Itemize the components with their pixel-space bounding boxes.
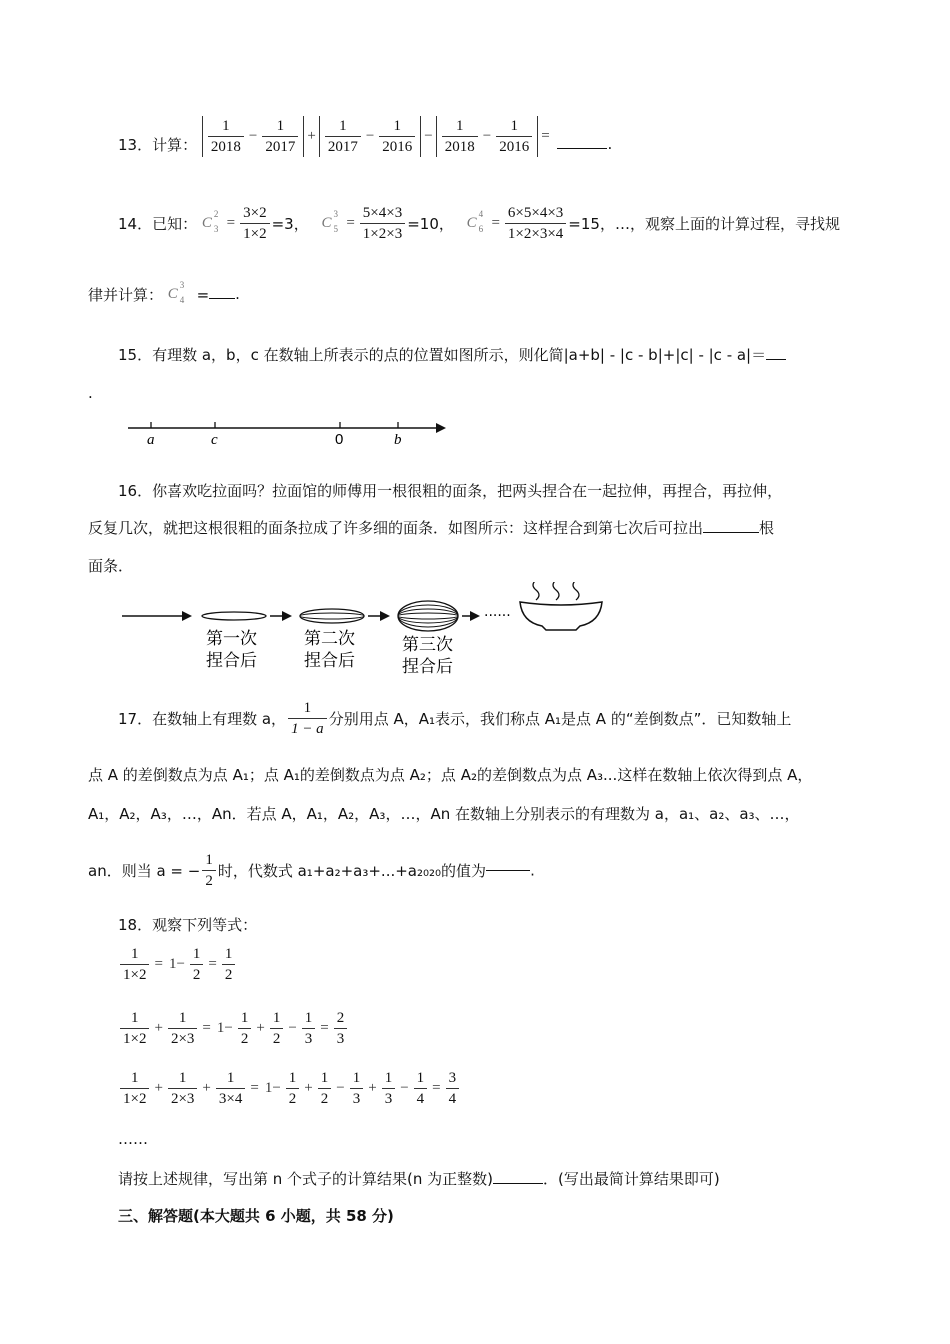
c32-symbol: C 2 3 (201, 209, 219, 234)
q18-ellipsis: …… (118, 1130, 148, 1148)
q18-blank[interactable] (493, 1183, 543, 1184)
axis-label-a: a (147, 432, 155, 448)
q18-eq1: $\frac{1}{1\times 2}$ = 1− $\frac{1}{2}$ = $\frac{1}{2}$ (118, 944, 237, 985)
q13-abs-3: $\frac{1}{2018}$ − $\frac{1}{2016}$ (436, 116, 538, 157)
c64-symbol: C 4 6 (466, 209, 484, 234)
number-line-figure (120, 412, 450, 448)
c43-symbol: C 3 4 (167, 280, 185, 305)
q14-line1: 14．已知： C 2 3 = $\frac{3\times 2}{1\times 2}$ =3， C 3 5 = $\frac{5\times 4\times 3}{1\times 2\times 3}$ =10， C 4 6 = $\frac{6\times 5\times 4\times 3}{1\times 2\times 3\times 4}$ =15，…，观察上面的计算过程，寻找规 (118, 205, 840, 242)
q16-line2: 反复几次，就把这根很粗的面条拉成了许多细的面条．如图所示：这样捏合到第七次后可拉出 根 (88, 519, 775, 537)
svg-text:捏合后: 捏合后 (206, 651, 257, 671)
svg-text:第二次: 第二次 (304, 629, 355, 649)
axis-label-b: b (394, 432, 402, 448)
svg-text:捏合后: 捏合后 (304, 651, 355, 671)
q17-line4: an．则当 a = − $\frac{1}{2}$ 时，代数式 a₁+a₂+a₃+...+a₂₀₂₀的值为 . (88, 852, 535, 889)
q13-abs-2: $\frac{1}{2017}$ − $\frac{1}{2016}$ (319, 116, 421, 157)
q13-blank[interactable] (557, 148, 607, 149)
q17-line3: A₁，A₂，A₃，…，An．若点 A，A₁，A₂，A₃，…，An 在数轴上分别表示的有理数为 a，a₁、a₂、a₃、…， (88, 805, 800, 823)
q15-text: 15．有理数 a，b，c 在数轴上所表示的点的位置如图所示，则化简|a+b| - |c - b|+|c| - |c - a|＝ (118, 344, 786, 365)
q16-line1: 16．你喜欢吃拉面吗？拉面馆的师傅用一根很粗的面条，把两头捏合在一起拉伸，再捏合，再拉伸， (118, 482, 783, 500)
q16-blank[interactable] (703, 532, 759, 533)
section3-title: 三、解答题(本大题共 6 小题，共 58 分) (118, 1207, 394, 1225)
q13: 13．计算： $\frac{1}{2018}$ − $\frac{1}{2017}$ + $\frac{1}{2017}$ − $\frac{1}{2016}$ − $\frac{1}{2018}$ − $\frac{1}{2016}$ = . (118, 118, 613, 155)
c53-symbol: C 3 5 (321, 209, 339, 234)
noodle-figure (118, 582, 618, 677)
q15-dot: . (88, 384, 93, 402)
q15-blank[interactable] (766, 359, 786, 360)
q13-abs-1: $\frac{1}{2018}$ − $\frac{1}{2017}$ (202, 116, 304, 157)
q14-blank[interactable] (209, 298, 235, 299)
q16-line3: 面条． (88, 557, 134, 575)
q18-eq2: $\frac{1}{1\times 2}$ + $\frac{1}{2\times 3}$ = 1− $\frac{1}{2}$ + $\frac{1}{2}$ − $\frac{1}{3}$ = $\frac{2}{3}$ (118, 1008, 349, 1049)
q17-blank[interactable] (486, 870, 530, 871)
svg-text:第三次: 第三次 (402, 635, 453, 655)
svg-text:第一次: 第一次 (206, 629, 257, 649)
q13-label: 13．计算： (118, 136, 198, 154)
svg-text:······: ······ (484, 608, 511, 624)
q18-eq3: $\frac{1}{1\times 2}$ + $\frac{1}{2\times 3}$ + $\frac{1}{3\times 4}$ = 1− $\frac{1}{2}$ + $\frac{1}{2}$ − $\frac{1}{3}$ + $\frac{1}{3}$ − $\frac{1}{4}$ = $\frac{3}{4}$ (118, 1068, 461, 1109)
q17-line1: 17．在数轴上有理数 a， $\frac{1}{1 - a}$ 分别用点 A，A₁表示，我们称点 A₁是点 A 的“差倒数点”．已知数轴上 (118, 700, 792, 737)
q18-ask: 请按上述规律，写出第 n 个式子的计算结果(n 为正整数) ．(写出最简计算结果即可) (118, 1170, 720, 1188)
axis-label-0: 0 (335, 431, 344, 448)
q18-title: 18．观察下列等式： (118, 916, 258, 934)
axis-label-c: c (211, 432, 218, 448)
q17-line2: 点 A 的差倒数点为点 A₁；点 A₁的差倒数点为点 A₂；点 A₂的差倒数点为点 A₃...这样在数轴上依次得到点 A， (88, 766, 813, 784)
q14-line2: 律并计算： C 3 4 = . (88, 280, 240, 305)
svg-text:捏合后: 捏合后 (402, 657, 453, 677)
